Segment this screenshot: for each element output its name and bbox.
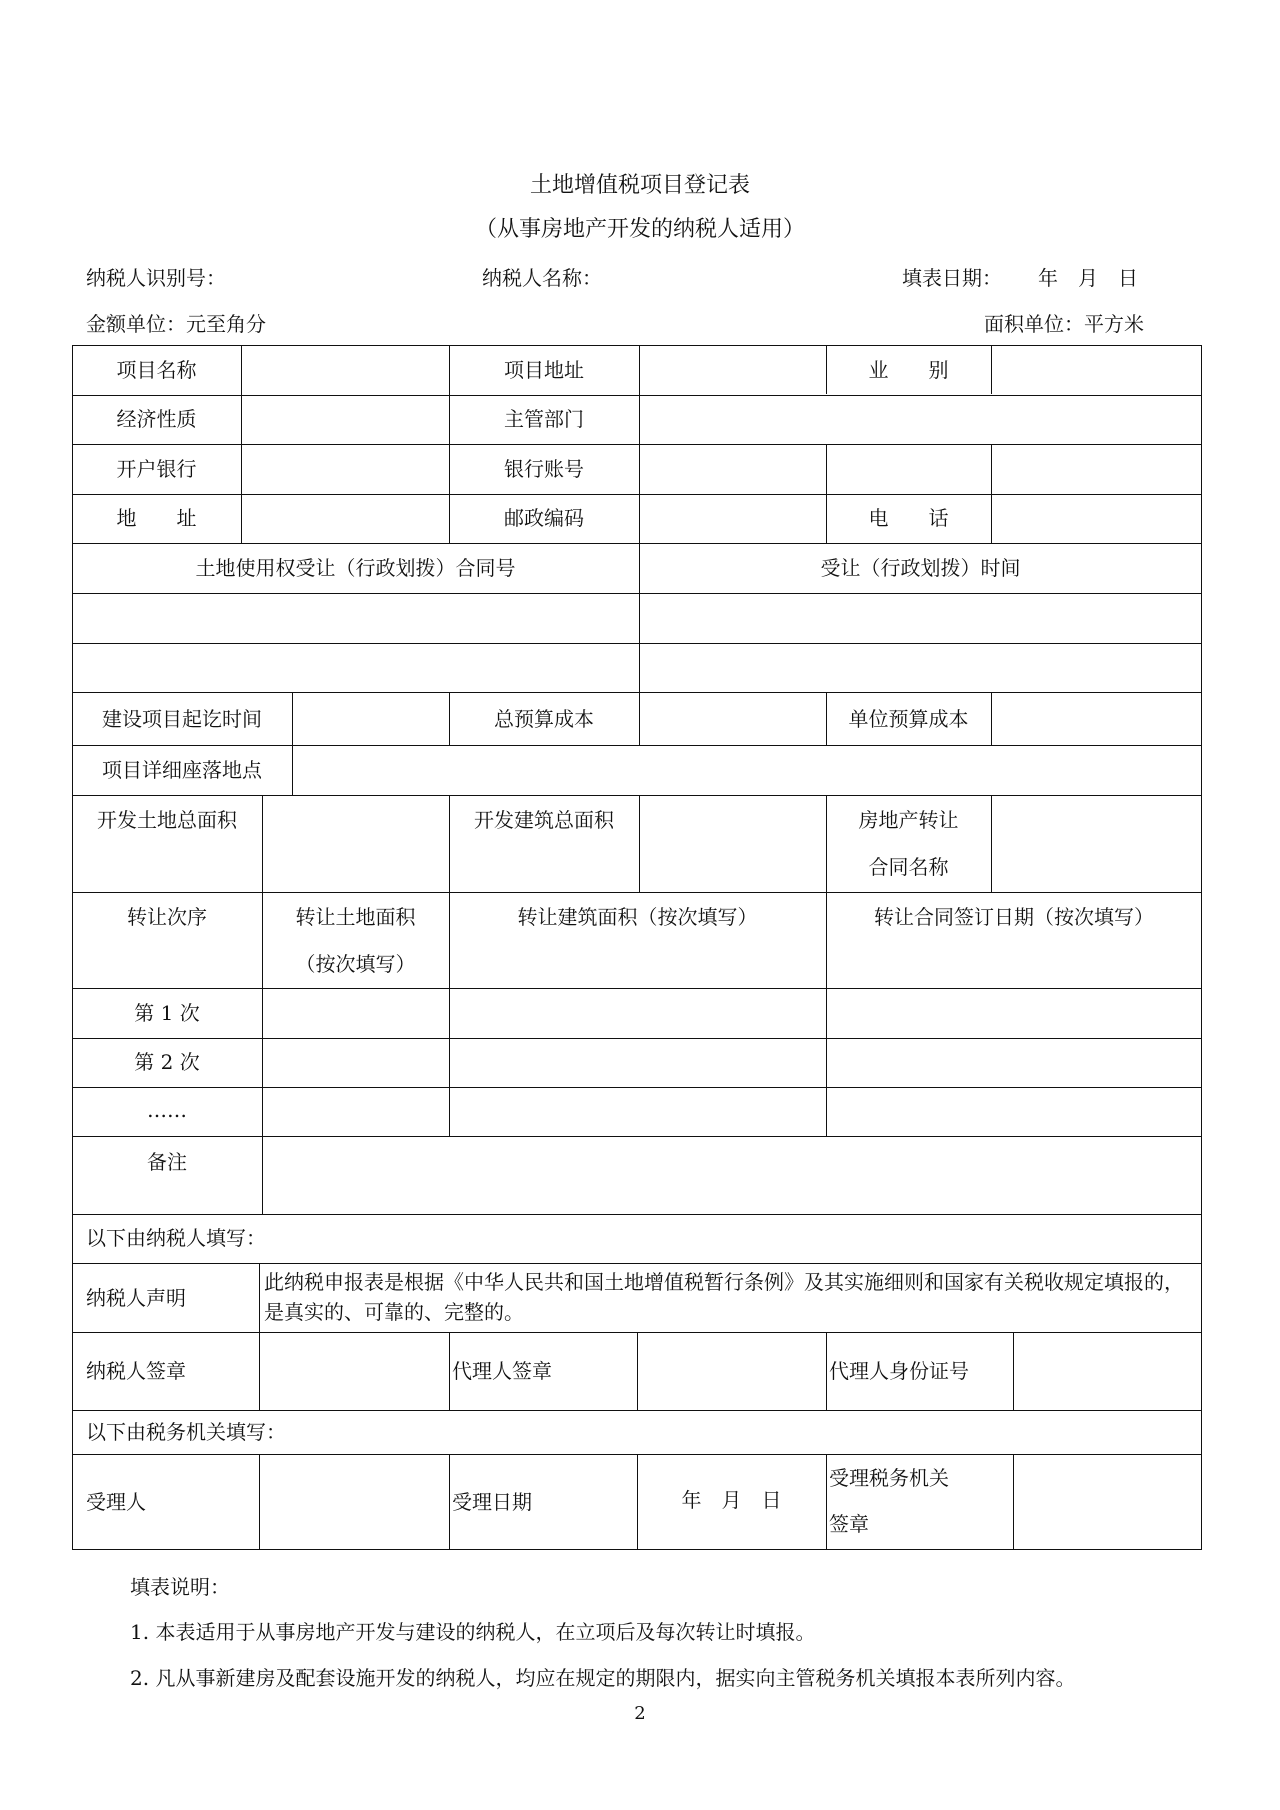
label-declaration: 纳税人声明: [86, 1286, 186, 1310]
label-project-address: 项目地址: [504, 358, 584, 382]
taxpayer-name-label: 纳税人名称：: [482, 266, 602, 290]
notes-heading: 填表说明：: [130, 1575, 230, 1599]
label-total-land-area: 开发土地总面积: [97, 808, 237, 832]
label-contract-name-1: 房地产转让: [858, 808, 959, 832]
label-agent-seal: 代理人签章: [452, 1359, 552, 1383]
label-order-more: ……: [147, 1098, 187, 1122]
fill-date-blank: 年 月 日: [1038, 266, 1138, 290]
area-unit: 面积单位：平方米: [984, 312, 1144, 336]
label-order-1: 第 1 次: [134, 1001, 200, 1025]
label-transfer-land-area-2: （按次填写）: [295, 952, 416, 976]
label-address: 地 址: [116, 506, 197, 530]
label-tax-office-seal-1: 受理税务机关: [829, 1466, 949, 1490]
label-bank: 开户银行: [116, 457, 197, 481]
note-item-1: 1. 本表适用于从事房地产开发与建设的纳税人，在立项后及每次转让时填报。: [130, 1620, 816, 1644]
label-remarks: 备注: [147, 1150, 187, 1174]
page-title: 土地增值税项目登记表: [529, 173, 750, 198]
declaration-text: 此纳税申报表是根据《中华人民共和国土地增值税暂行条例》及其实施细则和国家有关税收规定填报的，是真实的、可靠的、完整的。: [264, 1270, 1184, 1324]
label-unit-budget: 单位预算成本: [848, 707, 969, 731]
label-bank-account: 银行账号: [504, 457, 584, 481]
label-phone: 电 话: [868, 506, 949, 530]
label-project-name: 项目名称: [116, 358, 197, 382]
label-transfer-time: 受让（行政划拨）时间: [820, 556, 1021, 580]
label-total-budget: 总预算成本: [494, 707, 594, 731]
label-transfer-order: 转让次序: [127, 905, 207, 929]
label-agent-id: 代理人身份证号: [829, 1359, 969, 1383]
taxpayer-id-label: 纳税人识别号：: [86, 266, 226, 290]
page-subtitle: （从事房地产开发的纳税人适用）: [474, 217, 805, 242]
label-construction-period: 建设项目起讫时间: [102, 707, 262, 731]
receive-date-blank: 年 月 日: [681, 1488, 782, 1512]
note-item-2: 2. 凡从事新建房及配套设施开发的纳税人，均应在规定的期限内，据实向主管税务机关填报本表所列内容。: [130, 1666, 1076, 1690]
label-taxpayer-seal: 纳税人签章: [86, 1359, 186, 1383]
label-industry: 业 别: [868, 358, 949, 382]
label-total-building-area: 开发建筑总面积: [474, 808, 614, 832]
label-detailed-location: 项目详细座落地点: [102, 758, 262, 782]
label-transfer-land-area-1: 转让土地面积: [295, 905, 416, 929]
label-receive-date: 受理日期: [452, 1490, 532, 1514]
taxpayer-section-heading: 以下由纳税人填写：: [86, 1226, 266, 1250]
label-tax-office-seal-2: 签章: [829, 1512, 869, 1536]
label-postcode: 邮政编码: [504, 506, 584, 530]
label-land-contract-no: 土地使用权受让（行政划拨）合同号: [195, 556, 516, 580]
label-receiver: 受理人: [86, 1490, 146, 1514]
label-competent-dept: 主管部门: [504, 407, 584, 431]
amount-unit: 金额单位：元至角分: [86, 312, 266, 336]
label-contract-name-2: 合同名称: [868, 855, 949, 879]
label-transfer-building-area: 转让建筑面积（按次填写）: [517, 905, 758, 929]
fill-date-label: 填表日期：: [902, 266, 1002, 290]
page-number: 2: [634, 1703, 646, 1724]
label-transfer-contract-date: 转让合同签订日期（按次填写）: [874, 905, 1154, 929]
label-order-2: 第 2 次: [134, 1050, 200, 1074]
tax-office-section-heading: 以下由税务机关填写：: [86, 1420, 286, 1444]
label-economic-nature: 经济性质: [116, 407, 197, 431]
